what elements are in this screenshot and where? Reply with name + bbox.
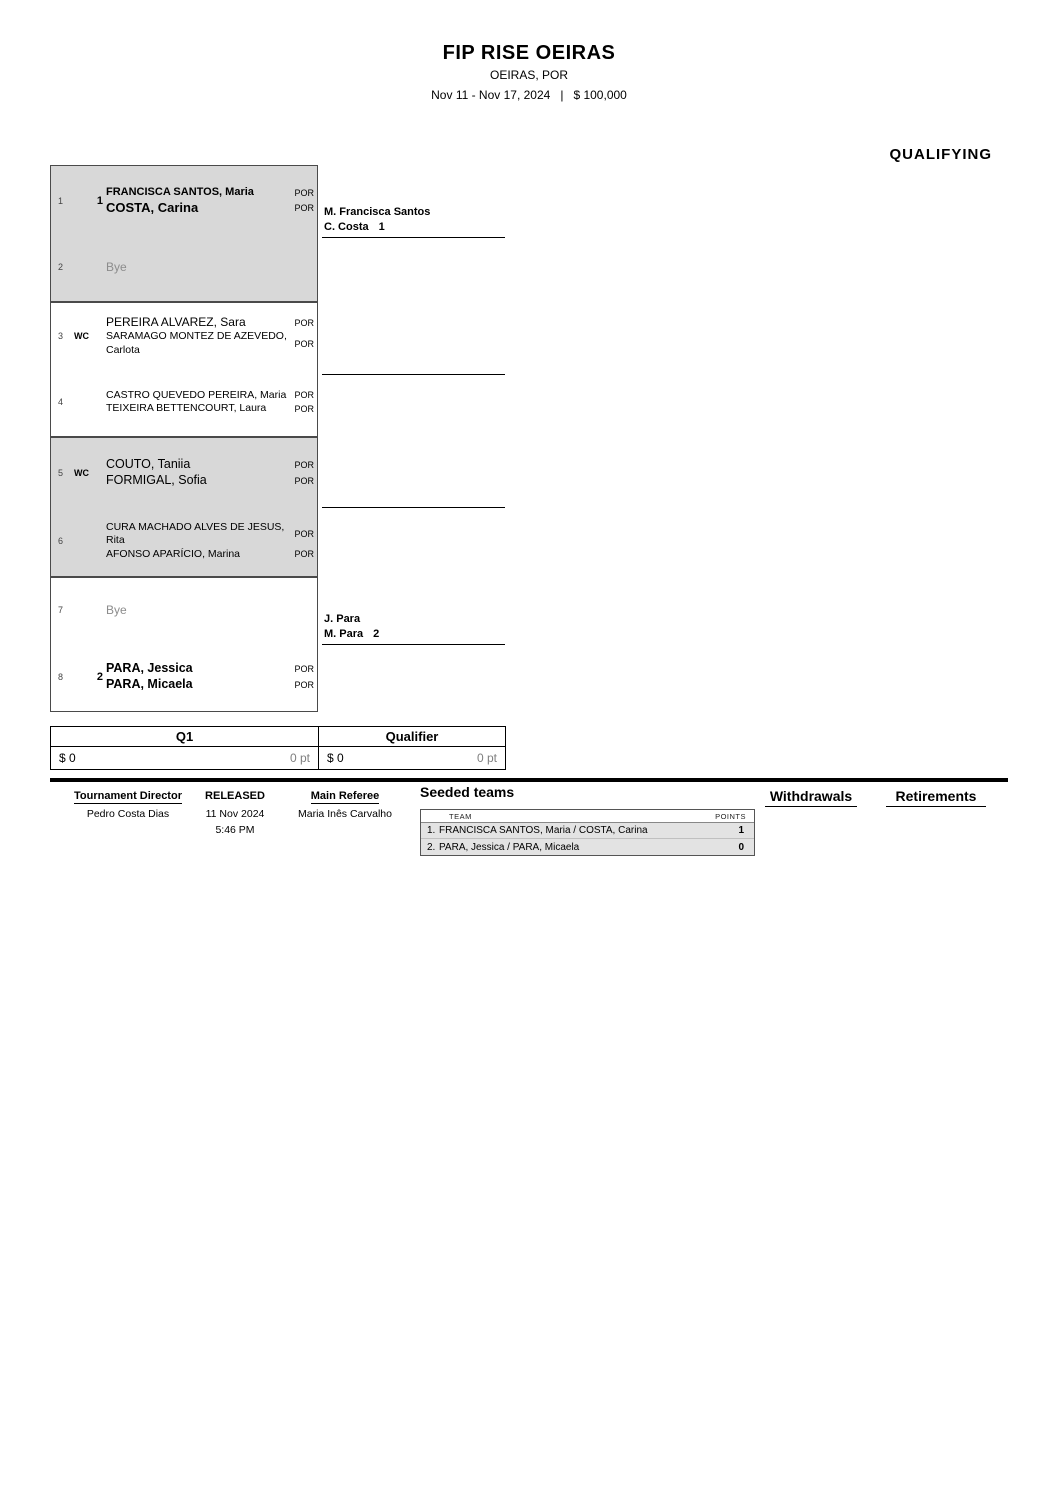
seeded-teams-table <box>420 809 755 856</box>
slot-number: 8 <box>58 672 64 682</box>
winner-player2: C. Costa <box>324 220 369 233</box>
tournament-prize: $ 100,000 <box>573 88 627 102</box>
team-names <box>106 661 314 692</box>
tournament-title: FIP RISE OEIRAS <box>442 42 616 64</box>
player1-name: PARA, Jessica <box>106 661 193 676</box>
bracket-slot-2 <box>50 237 318 297</box>
winner-player1: M. Francisca Santos <box>324 206 431 219</box>
seeded-teams-title: Seeded teams <box>420 784 515 800</box>
slot-number: 1 <box>58 196 64 206</box>
team-names <box>106 389 314 415</box>
qualifier-prize-cell <box>318 747 506 769</box>
slot-number: 3 <box>58 331 64 341</box>
player1-name: CASTRO QUEVEDO PEREIRA, Maria <box>106 388 287 401</box>
player2-name: TEIXEIRA BETTENCOURT, Laura <box>106 402 267 414</box>
seeded-team-names: PARA, Jessica / PARA, Micaela <box>439 841 580 853</box>
winner-player2: M. Para <box>324 627 364 640</box>
footer-divider-bar <box>50 778 1008 782</box>
player2-name: FORMIGAL, Sofia <box>106 473 207 487</box>
winner-seed: 2 <box>373 627 380 640</box>
tournament-meta <box>0 88 1058 102</box>
seeded-team-names: FRANCISCA SANTOS, Maria / COSTA, Carina <box>439 825 648 836</box>
qualifier-line-2 <box>322 340 505 375</box>
meta-separator: | <box>560 88 564 102</box>
bracket-slot-3 <box>50 307 318 365</box>
player1-name: CURA MACHADO ALVES DE JESUS, Rita <box>106 521 285 547</box>
bracket-slot-7 <box>50 580 318 640</box>
seeded-teams-col-team: TEAM <box>449 811 472 821</box>
bracket-slot-6 <box>50 510 318 572</box>
tournament-director-block <box>60 786 196 820</box>
winner-player2-row <box>324 490 505 504</box>
slot-number: 4 <box>58 397 64 407</box>
player2-country: POR <box>294 475 314 486</box>
qualifier-line-1 <box>322 200 505 238</box>
q1-prize: $ 0 <box>59 751 76 765</box>
player1-name: COUTO, Taniia <box>106 457 191 472</box>
player1-country: POR <box>294 664 314 675</box>
seeded-team-row-2 <box>421 839 754 855</box>
wildcard-tag: WC <box>74 468 89 478</box>
seeded-teams-section <box>420 784 755 856</box>
player2-name: COSTA, Carina <box>106 199 199 215</box>
slot-number: 7 <box>58 605 64 615</box>
round-prize-row <box>50 747 506 770</box>
team-names <box>106 186 314 216</box>
winner-player2-row <box>324 627 505 641</box>
q1-prize-cell <box>50 747 318 769</box>
qualifier-line-4 <box>322 607 505 645</box>
player1-country: POR <box>294 317 314 328</box>
tournament-location: OEIRAS, POR <box>489 68 569 82</box>
bye-label: Bye <box>106 602 127 617</box>
player2-country: POR <box>294 679 314 690</box>
main-referee-label: Main Referee <box>310 790 380 802</box>
section-label-qualifying: QUALIFYING <box>889 146 992 163</box>
slot-number: 6 <box>58 536 64 546</box>
wildcard-tag: WC <box>74 331 89 341</box>
tournament-director-label: Tournament Director <box>74 790 182 802</box>
retirements-section <box>886 788 986 807</box>
qualifier-line-3 <box>322 473 505 508</box>
seeded-team-points: 0 <box>738 841 744 853</box>
q1-points: 0 pt <box>289 751 310 765</box>
main-referee-block <box>291 786 399 820</box>
team-names <box>106 521 314 560</box>
tournament-director-name: Pedro Costa Dias <box>86 808 170 820</box>
seeded-teams-col-points: POINTS <box>715 811 746 821</box>
player2-name: SARAMAGO MONTEZ DE AZEVEDO, Carlota <box>106 330 287 356</box>
winner-player1: J. Para <box>324 613 361 626</box>
player1-country: POR <box>294 187 314 198</box>
bracket-slot-5 <box>50 442 318 504</box>
bye-label: Bye <box>106 259 127 274</box>
winner-player2-row <box>324 357 505 371</box>
player1-country: POR <box>294 460 314 471</box>
released-label: RELEASED <box>205 790 265 802</box>
team-names <box>106 457 314 488</box>
tournament-dates: Nov 11 - Nov 17, 2024 <box>431 88 551 102</box>
seeded-team-rank: 2. <box>427 841 436 853</box>
team-names <box>106 315 314 356</box>
round-label-qualifier: Qualifier <box>318 727 506 746</box>
winner-player2-row <box>324 220 505 234</box>
bracket-slot-1 <box>50 170 318 232</box>
player2-name: AFONSO APARÍCIO, Marina <box>106 547 241 560</box>
main-referee-name: Maria Inês Carvalho <box>298 808 392 820</box>
winner-seed: 1 <box>378 220 385 233</box>
slot-number: 5 <box>58 468 64 478</box>
bracket-slot-4 <box>50 372 318 432</box>
player2-country: POR <box>294 338 314 349</box>
released-block <box>196 786 274 836</box>
released-date: 11 Nov 2024 <box>205 808 265 820</box>
seed-number: 1 <box>96 195 103 207</box>
player2-country: POR <box>294 403 314 414</box>
player1-country: POR <box>294 390 314 401</box>
seeded-teams-header-row <box>421 810 754 823</box>
bracket-slot-8 <box>50 647 318 707</box>
player2-country: POR <box>294 549 314 560</box>
seeded-team-row-1 <box>421 823 754 839</box>
player1-name: PEREIRA ALVAREZ, Sara <box>106 315 246 330</box>
retirements-label: Retirements <box>886 788 986 807</box>
released-time: 5:46 PM <box>215 824 255 836</box>
slot-number: 2 <box>58 262 64 272</box>
withdrawals-section <box>765 788 857 807</box>
seeded-team-points: 1 <box>738 825 744 836</box>
qualifier-points: 0 pt <box>476 751 497 765</box>
seed-number: 2 <box>96 671 103 683</box>
player1-name: FRANCISCA SANTOS, Maria <box>106 186 254 198</box>
player1-country: POR <box>294 529 314 540</box>
seeded-team-rank: 1. <box>427 825 436 836</box>
round-label-q1: Q1 <box>50 727 318 746</box>
round-label-row <box>50 726 506 747</box>
team-names <box>106 260 314 275</box>
withdrawals-label: Withdrawals <box>765 788 857 807</box>
team-names <box>106 603 314 618</box>
qualifier-prize: $ 0 <box>327 751 344 765</box>
player2-name: PARA, Micaela <box>106 677 193 691</box>
player2-country: POR <box>294 202 314 213</box>
